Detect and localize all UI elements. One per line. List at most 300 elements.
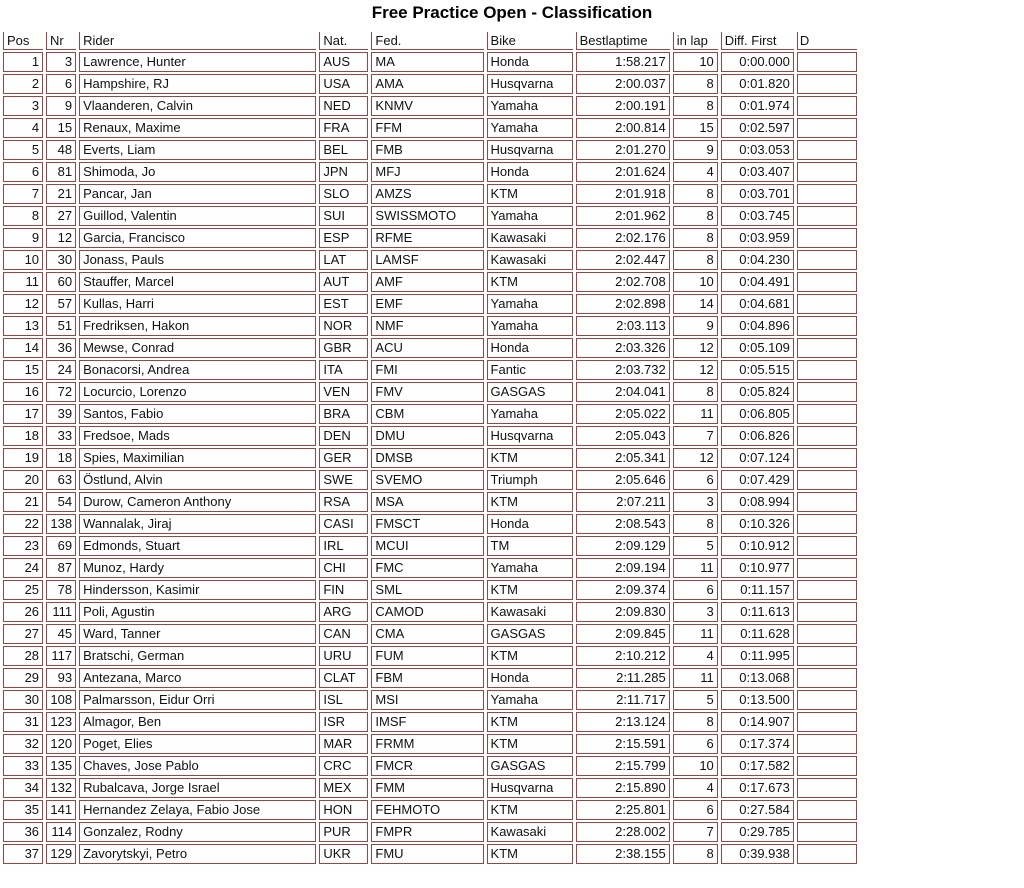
cell-fed: CBM	[371, 404, 483, 424]
cell-bestlaptime: 2:09.374	[576, 580, 670, 600]
cell-fed: FMPR	[371, 822, 483, 842]
cell-rider: Locurcio, Lorenzo	[79, 382, 316, 402]
table-row	[3, 404, 857, 424]
cell-in-lap: 8	[673, 228, 718, 248]
cell-in-lap: 11	[673, 624, 718, 644]
cell-nat: AUS	[319, 52, 368, 72]
cell-rider: Mewse, Conrad	[79, 338, 316, 358]
column-header-pos: Pos	[3, 32, 43, 50]
cell-rider: Pancar, Jan	[79, 184, 316, 204]
cell-clipped	[797, 734, 857, 754]
table-row	[3, 734, 857, 754]
cell-bestlaptime: 2:01.270	[576, 140, 670, 160]
cell-bestlaptime: 2:09.845	[576, 624, 670, 644]
cell-nr: 60	[46, 272, 76, 292]
cell-in-lap: 6	[673, 580, 718, 600]
cell-nat: RSA	[319, 492, 368, 512]
cell-clipped	[797, 778, 857, 798]
cell-nat: URU	[319, 646, 368, 666]
cell-nat: EST	[319, 294, 368, 314]
cell-bike: Fantic	[487, 360, 573, 380]
cell-clipped	[797, 470, 857, 490]
cell-nr: 111	[46, 602, 76, 622]
cell-pos: 6	[3, 162, 43, 182]
cell-bike: KTM	[487, 844, 573, 864]
cell-nat: CASI	[319, 514, 368, 534]
cell-in-lap: 8	[673, 206, 718, 226]
cell-clipped	[797, 140, 857, 160]
cell-rider: Edmonds, Stuart	[79, 536, 316, 556]
cell-bike: Yamaha	[487, 294, 573, 314]
cell-bestlaptime: 2:15.591	[576, 734, 670, 754]
cell-diff-first: 0:02.597	[721, 118, 794, 138]
cell-pos: 25	[3, 580, 43, 600]
cell-fed: DMU	[371, 426, 483, 446]
table-row	[3, 294, 857, 314]
cell-pos: 24	[3, 558, 43, 578]
cell-pos: 18	[3, 426, 43, 446]
cell-fed: SVEMO	[371, 470, 483, 490]
cell-nat: SLO	[319, 184, 368, 204]
cell-rider: Spies, Maximilian	[79, 448, 316, 468]
cell-clipped	[797, 668, 857, 688]
cell-in-lap: 15	[673, 118, 718, 138]
table-row	[3, 426, 857, 446]
cell-nr: 36	[46, 338, 76, 358]
cell-nr: 15	[46, 118, 76, 138]
cell-nat: MEX	[319, 778, 368, 798]
table-row	[3, 558, 857, 578]
cell-nr: 132	[46, 778, 76, 798]
cell-bike: Honda	[487, 514, 573, 534]
cell-fed: CAMOD	[371, 602, 483, 622]
cell-fed: ACU	[371, 338, 483, 358]
cell-nr: 18	[46, 448, 76, 468]
cell-in-lap: 6	[673, 734, 718, 754]
cell-bestlaptime: 2:05.022	[576, 404, 670, 424]
cell-nr: 93	[46, 668, 76, 688]
cell-pos: 23	[3, 536, 43, 556]
cell-pos: 31	[3, 712, 43, 732]
cell-bestlaptime: 2:05.341	[576, 448, 670, 468]
cell-clipped	[797, 690, 857, 710]
table-row	[3, 470, 857, 490]
cell-bike: GASGAS	[487, 756, 573, 776]
cell-diff-first: 0:11.613	[721, 602, 794, 622]
table-row	[3, 206, 857, 226]
cell-pos: 29	[3, 668, 43, 688]
cell-bike: KTM	[487, 734, 573, 754]
cell-rider: Antezana, Marco	[79, 668, 316, 688]
cell-nr: 120	[46, 734, 76, 754]
cell-bestlaptime: 2:38.155	[576, 844, 670, 864]
table-row	[3, 382, 857, 402]
cell-fed: FMV	[371, 382, 483, 402]
cell-bestlaptime: 2:25.801	[576, 800, 670, 820]
cell-diff-first: 0:03.745	[721, 206, 794, 226]
cell-nat: MAR	[319, 734, 368, 754]
cell-in-lap: 6	[673, 470, 718, 490]
cell-diff-first: 0:10.977	[721, 558, 794, 578]
cell-diff-first: 0:39.938	[721, 844, 794, 864]
cell-in-lap: 8	[673, 74, 718, 94]
cell-nat: ARG	[319, 602, 368, 622]
cell-nat: PUR	[319, 822, 368, 842]
cell-fed: CMA	[371, 624, 483, 644]
cell-rider: Everts, Liam	[79, 140, 316, 160]
cell-nr: 114	[46, 822, 76, 842]
cell-bike: Yamaha	[487, 404, 573, 424]
cell-pos: 32	[3, 734, 43, 754]
cell-bestlaptime: 2:03.326	[576, 338, 670, 358]
cell-nr: 27	[46, 206, 76, 226]
cell-bike: Honda	[487, 162, 573, 182]
cell-rider: Palmarsson, Eidur Orri	[79, 690, 316, 710]
cell-pos: 3	[3, 96, 43, 116]
column-header-clipped: D	[797, 32, 857, 50]
cell-nat: DEN	[319, 426, 368, 446]
cell-clipped	[797, 448, 857, 468]
cell-bike: Husqvarna	[487, 140, 573, 160]
cell-bike: KTM	[487, 448, 573, 468]
cell-nat: NOR	[319, 316, 368, 336]
cell-nat: JPN	[319, 162, 368, 182]
cell-nat: FIN	[319, 580, 368, 600]
cell-pos: 2	[3, 74, 43, 94]
column-header-rider: Rider	[79, 32, 316, 50]
cell-clipped	[797, 822, 857, 842]
cell-diff-first: 0:06.805	[721, 404, 794, 424]
cell-diff-first: 0:08.994	[721, 492, 794, 512]
cell-bestlaptime: 2:02.898	[576, 294, 670, 314]
cell-pos: 27	[3, 624, 43, 644]
cell-fed: FMB	[371, 140, 483, 160]
cell-pos: 37	[3, 844, 43, 864]
cell-diff-first: 0:17.673	[721, 778, 794, 798]
cell-bestlaptime: 2:08.543	[576, 514, 670, 534]
cell-nr: 117	[46, 646, 76, 666]
cell-pos: 7	[3, 184, 43, 204]
cell-in-lap: 10	[673, 756, 718, 776]
cell-fed: IMSF	[371, 712, 483, 732]
cell-bestlaptime: 2:02.447	[576, 250, 670, 270]
table-row	[3, 184, 857, 204]
page-title: Free Practice Open - Classification	[371, 3, 653, 22]
cell-fed: MFJ	[371, 162, 483, 182]
cell-rider: Durow, Cameron Anthony	[79, 492, 316, 512]
table-row	[3, 118, 857, 138]
table-row	[3, 228, 857, 248]
column-header-nr: Nr	[46, 32, 76, 50]
cell-pos: 16	[3, 382, 43, 402]
cell-in-lap: 8	[673, 96, 718, 116]
cell-bike: Honda	[487, 338, 573, 358]
cell-fed: RFME	[371, 228, 483, 248]
cell-clipped	[797, 316, 857, 336]
cell-diff-first: 0:07.429	[721, 470, 794, 490]
cell-fed: KNMV	[371, 96, 483, 116]
cell-bestlaptime: 1:58.217	[576, 52, 670, 72]
cell-rider: Östlund, Alvin	[79, 470, 316, 490]
cell-bestlaptime: 2:00.037	[576, 74, 670, 94]
cell-nat: CRC	[319, 756, 368, 776]
cell-clipped	[797, 228, 857, 248]
cell-clipped	[797, 624, 857, 644]
cell-pos: 19	[3, 448, 43, 468]
cell-nat: LAT	[319, 250, 368, 270]
cell-diff-first: 0:11.628	[721, 624, 794, 644]
cell-rider: Ward, Tanner	[79, 624, 316, 644]
cell-fed: MA	[371, 52, 483, 72]
cell-bike: GASGAS	[487, 624, 573, 644]
cell-bike: Yamaha	[487, 690, 573, 710]
cell-diff-first: 0:10.326	[721, 514, 794, 534]
cell-bestlaptime: 2:02.176	[576, 228, 670, 248]
cell-diff-first: 0:07.124	[721, 448, 794, 468]
cell-pos: 21	[3, 492, 43, 512]
cell-nat: UKR	[319, 844, 368, 864]
table-row	[3, 690, 857, 710]
cell-bike: Honda	[487, 668, 573, 688]
cell-bestlaptime: 2:05.646	[576, 470, 670, 490]
cell-fed: NMF	[371, 316, 483, 336]
cell-in-lap: 8	[673, 250, 718, 270]
cell-rider: Stauffer, Marcel	[79, 272, 316, 292]
cell-nr: 3	[46, 52, 76, 72]
cell-nr: 81	[46, 162, 76, 182]
cell-diff-first: 0:03.053	[721, 140, 794, 160]
cell-rider: Wannalak, Jiraj	[79, 514, 316, 534]
cell-rider: Santos, Fabio	[79, 404, 316, 424]
cell-nat: AUT	[319, 272, 368, 292]
cell-in-lap: 12	[673, 360, 718, 380]
cell-rider: Hernandez Zelaya, Fabio Jose	[79, 800, 316, 820]
table-row	[3, 668, 857, 688]
cell-in-lap: 5	[673, 536, 718, 556]
cell-clipped	[797, 272, 857, 292]
cell-in-lap: 10	[673, 272, 718, 292]
cell-clipped	[797, 74, 857, 94]
cell-clipped	[797, 646, 857, 666]
column-header-in-lap: in lap	[673, 32, 718, 50]
cell-in-lap: 4	[673, 778, 718, 798]
cell-pos: 28	[3, 646, 43, 666]
cell-bestlaptime: 2:00.814	[576, 118, 670, 138]
cell-diff-first: 0:04.681	[721, 294, 794, 314]
cell-bestlaptime: 2:11.717	[576, 690, 670, 710]
cell-rider: Renaux, Maxime	[79, 118, 316, 138]
cell-fed: AMZS	[371, 184, 483, 204]
cell-clipped	[797, 404, 857, 424]
cell-nr: 108	[46, 690, 76, 710]
cell-nat: FRA	[319, 118, 368, 138]
cell-nat: BEL	[319, 140, 368, 160]
cell-fed: LAMSF	[371, 250, 483, 270]
cell-pos: 33	[3, 756, 43, 776]
cell-nr: 48	[46, 140, 76, 160]
cell-nr: 69	[46, 536, 76, 556]
cell-in-lap: 8	[673, 514, 718, 534]
cell-nat: IRL	[319, 536, 368, 556]
cell-nat: HON	[319, 800, 368, 820]
table-row	[3, 822, 857, 842]
cell-in-lap: 4	[673, 646, 718, 666]
cell-rider: Guillod, Valentin	[79, 206, 316, 226]
cell-bike: Kawasaki	[487, 822, 573, 842]
cell-diff-first: 0:03.701	[721, 184, 794, 204]
cell-clipped	[797, 558, 857, 578]
cell-bike: Kawasaki	[487, 228, 573, 248]
cell-diff-first: 0:17.374	[721, 734, 794, 754]
cell-bike: KTM	[487, 272, 573, 292]
cell-diff-first: 0:04.896	[721, 316, 794, 336]
cell-nat: NED	[319, 96, 368, 116]
cell-rider: Kullas, Harri	[79, 294, 316, 314]
cell-clipped	[797, 184, 857, 204]
cell-clipped	[797, 382, 857, 402]
cell-fed: FUM	[371, 646, 483, 666]
cell-bestlaptime: 2:03.732	[576, 360, 670, 380]
cell-in-lap: 8	[673, 844, 718, 864]
cell-nr: 141	[46, 800, 76, 820]
cell-nr: 33	[46, 426, 76, 446]
cell-fed: AMA	[371, 74, 483, 94]
cell-nat: ESP	[319, 228, 368, 248]
cell-bike: Yamaha	[487, 558, 573, 578]
cell-in-lap: 8	[673, 712, 718, 732]
cell-in-lap: 14	[673, 294, 718, 314]
table-row	[3, 316, 857, 336]
cell-in-lap: 3	[673, 602, 718, 622]
cell-fed: SWISSMOTO	[371, 206, 483, 226]
cell-bike: KTM	[487, 492, 573, 512]
cell-in-lap: 5	[673, 690, 718, 710]
cell-bestlaptime: 2:04.041	[576, 382, 670, 402]
cell-fed: AMF	[371, 272, 483, 292]
cell-clipped	[797, 118, 857, 138]
cell-clipped	[797, 360, 857, 380]
cell-bike: KTM	[487, 580, 573, 600]
cell-rider: Hampshire, RJ	[79, 74, 316, 94]
cell-diff-first: 0:01.820	[721, 74, 794, 94]
cell-bike: Yamaha	[487, 206, 573, 226]
cell-fed: FRMM	[371, 734, 483, 754]
cell-bike: Triumph	[487, 470, 573, 490]
table-row	[3, 536, 857, 556]
table-row	[3, 162, 857, 182]
table-row	[3, 360, 857, 380]
cell-nr: 30	[46, 250, 76, 270]
cell-rider: Gonzalez, Rodny	[79, 822, 316, 842]
cell-clipped	[797, 514, 857, 534]
cell-clipped	[797, 338, 857, 358]
cell-clipped	[797, 206, 857, 226]
cell-bike: TM	[487, 536, 573, 556]
table-row	[3, 602, 857, 622]
cell-in-lap: 12	[673, 448, 718, 468]
cell-in-lap: 8	[673, 382, 718, 402]
cell-fed: FMSCT	[371, 514, 483, 534]
cell-fed: FMCR	[371, 756, 483, 776]
table-row	[3, 624, 857, 644]
cell-rider: Zavorytskyi, Petro	[79, 844, 316, 864]
cell-rider: Jonass, Pauls	[79, 250, 316, 270]
cell-nat: GBR	[319, 338, 368, 358]
cell-nat: USA	[319, 74, 368, 94]
cell-nat: ISL	[319, 690, 368, 710]
table-row	[3, 272, 857, 292]
cell-bestlaptime: 2:07.211	[576, 492, 670, 512]
cell-nat: CHI	[319, 558, 368, 578]
cell-rider: Munoz, Hardy	[79, 558, 316, 578]
cell-diff-first: 0:01.974	[721, 96, 794, 116]
cell-rider: Chaves, Jose Pablo	[79, 756, 316, 776]
cell-rider: Almagor, Ben	[79, 712, 316, 732]
table-row	[3, 448, 857, 468]
table-row	[3, 756, 857, 776]
cell-in-lap: 10	[673, 52, 718, 72]
cell-fed: DMSB	[371, 448, 483, 468]
cell-fed: MSA	[371, 492, 483, 512]
cell-nat: ITA	[319, 360, 368, 380]
cell-in-lap: 3	[673, 492, 718, 512]
cell-clipped	[797, 294, 857, 314]
cell-pos: 35	[3, 800, 43, 820]
cell-rider: Poget, Elies	[79, 734, 316, 754]
cell-nat: VEN	[319, 382, 368, 402]
column-header-diff-first: Diff. First	[721, 32, 794, 50]
cell-nat: ISR	[319, 712, 368, 732]
cell-pos: 20	[3, 470, 43, 490]
cell-bike: Husqvarna	[487, 426, 573, 446]
header-row	[3, 32, 857, 50]
cell-clipped	[797, 52, 857, 72]
cell-nr: 6	[46, 74, 76, 94]
cell-fed: FMM	[371, 778, 483, 798]
cell-nat: SWE	[319, 470, 368, 490]
cell-pos: 10	[3, 250, 43, 270]
table-row	[3, 52, 857, 72]
cell-fed: FMI	[371, 360, 483, 380]
cell-rider: Fredsoe, Mads	[79, 426, 316, 446]
cell-diff-first: 0:29.785	[721, 822, 794, 842]
cell-in-lap: 4	[673, 162, 718, 182]
cell-bestlaptime: 2:28.002	[576, 822, 670, 842]
table-row	[3, 646, 857, 666]
classification-table-body	[3, 52, 857, 864]
cell-bike: Kawasaki	[487, 250, 573, 270]
cell-bestlaptime: 2:15.799	[576, 756, 670, 776]
cell-clipped	[797, 426, 857, 446]
cell-pos: 8	[3, 206, 43, 226]
cell-fed: FBM	[371, 668, 483, 688]
cell-bike: Yamaha	[487, 96, 573, 116]
cell-bestlaptime: 2:01.918	[576, 184, 670, 204]
cell-bestlaptime: 2:11.285	[576, 668, 670, 688]
table-row	[3, 778, 857, 798]
column-header-bike: Bike	[487, 32, 573, 50]
cell-rider: Garcia, Francisco	[79, 228, 316, 248]
table-row	[3, 844, 857, 864]
cell-bike: GASGAS	[487, 382, 573, 402]
cell-fed: FFM	[371, 118, 483, 138]
cell-nat: CLAT	[319, 668, 368, 688]
cell-pos: 36	[3, 822, 43, 842]
cell-nr: 123	[46, 712, 76, 732]
cell-clipped	[797, 800, 857, 820]
cell-bestlaptime: 2:13.124	[576, 712, 670, 732]
cell-clipped	[797, 536, 857, 556]
